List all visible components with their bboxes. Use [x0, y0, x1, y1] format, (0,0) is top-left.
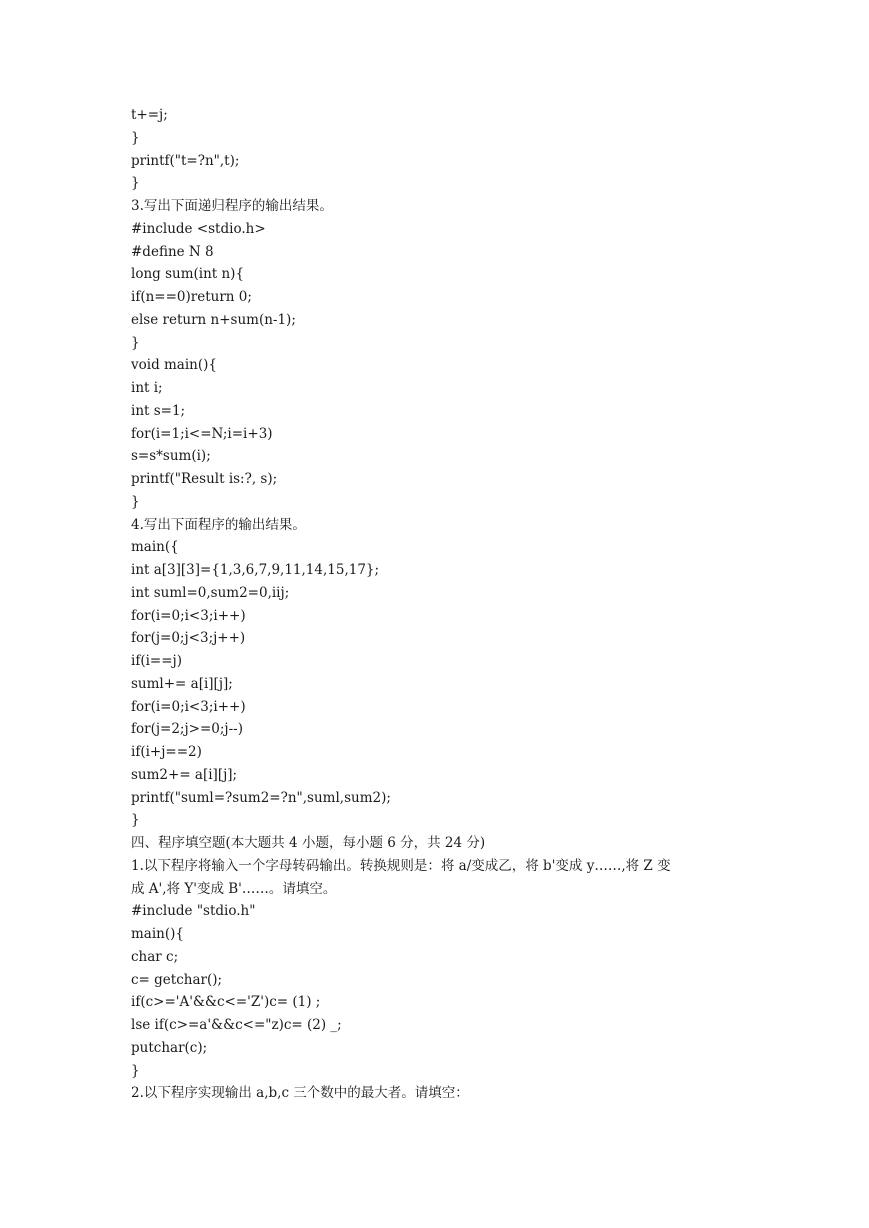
question-heading: 2.以下程序实现输出 a,b,c 三个数中的最大者。请填空： [131, 1085, 469, 1102]
code-line: suml+= a[i][j]; [131, 675, 233, 692]
code-line: int s=1; [131, 402, 186, 419]
code-line: else return n+sum(n-1); [131, 311, 296, 328]
code-line: #include "stdio.h" [131, 903, 256, 920]
code-line: } [131, 493, 140, 510]
code-line: long sum(int n){ [131, 266, 245, 283]
code-line: for(i=0;i<3;i++) [131, 698, 246, 715]
code-line: main({ [131, 539, 179, 556]
code-line: } [131, 334, 140, 351]
code-line: if(c>='A'&&c<='Z')c= (1) ; [131, 994, 321, 1011]
code-line: putchar(c); [131, 1039, 208, 1056]
code-line: for(i=1;i<=N;i=i+3) [131, 425, 273, 442]
code-line: void main(){ [131, 357, 217, 374]
code-line: printf("t=?n",t); [131, 152, 240, 169]
code-line: printf("Result is:?, s); [131, 471, 278, 487]
code-line: if(i+j==2) [131, 744, 202, 760]
question-heading: 3.写出下面递归程序的输出结果。 [131, 198, 333, 214]
code-line: for(j=2;j>=0;j--) [131, 721, 244, 738]
code-line: if(i==j) [131, 653, 182, 669]
code-line: c= getchar(); [131, 971, 223, 988]
code-line: lse if(c>=a'&&c<="z)c= (2) _; [131, 1017, 342, 1033]
code-line: main(){ [131, 926, 184, 942]
code-line: sum2+= a[i][j]; [131, 766, 238, 783]
code-line: printf("suml=?sum2=?n",suml,sum2); [131, 789, 391, 806]
question-heading: 4.写出下面程序的输出结果。 [131, 516, 306, 533]
code-line: char c; [131, 948, 179, 965]
code-line: } [131, 129, 140, 146]
code-line: int suml=0,sum2=0,iij; [131, 584, 290, 601]
code-line: s=s*sum(i); [131, 448, 211, 465]
section-heading: 四、程序填空题(本大题共 4 小题，每小题 6 分，共 24 分) [131, 835, 486, 851]
code-line: for(j=0;j<3;j++) [131, 630, 246, 647]
code-line: } [131, 812, 140, 829]
code-line: if(n==0)return 0; [131, 289, 252, 305]
code-line: for(i=0;i<3;i++) [131, 607, 246, 624]
code-line: int a[3][3]={1,3,6,7,9,11,14,15,17}; [131, 562, 380, 578]
code-line: int i; [131, 380, 163, 396]
question-text: 成 A',将 Y'变成 B'……。请填空。 [131, 880, 337, 897]
question-heading: 1.以下程序将输入一个字母转码输出。转换规则是：将 a/变成乙，将 b'变成 y……,将 Z 变 [131, 857, 671, 874]
code-line: t+=j; [131, 107, 168, 123]
code-line: #include <stdio.h> [131, 220, 266, 237]
document-body [131, 104, 771, 1105]
code-line: } [131, 175, 140, 192]
code-line: #define N 8 [131, 243, 214, 260]
code-line: } [131, 1062, 140, 1079]
